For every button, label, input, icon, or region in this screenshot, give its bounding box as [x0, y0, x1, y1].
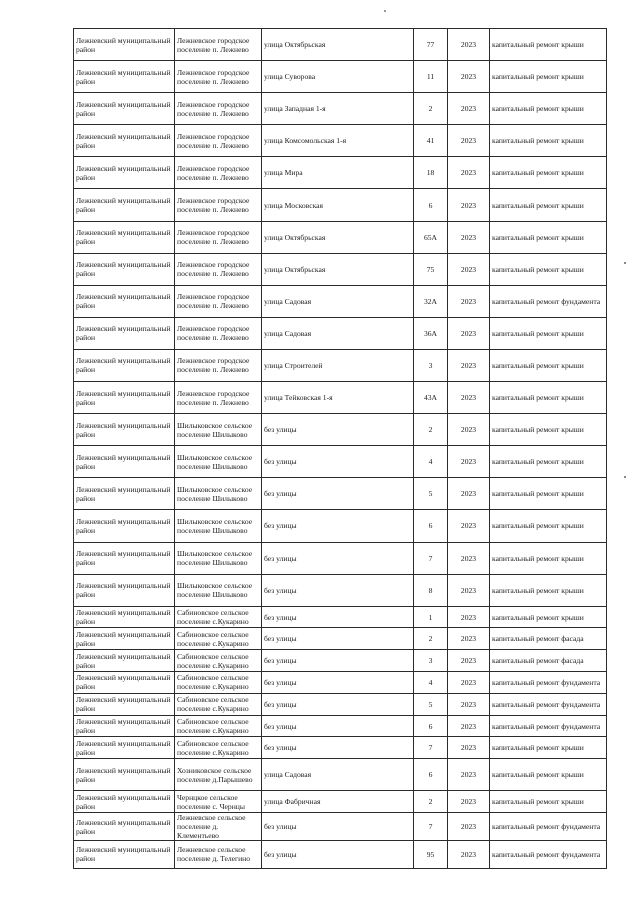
table-row — [74, 542, 607, 574]
street-cell: без улицы — [262, 478, 414, 510]
street-cell: улица Московская — [262, 189, 414, 221]
house-number-cell: 3 — [414, 349, 448, 381]
house-number-cell: 32А — [414, 285, 448, 317]
work-type-cell: капитальный ремонт фасада — [490, 650, 607, 672]
district-cell: Лежневский муниципальный район — [74, 628, 175, 650]
street-cell: улица Мира — [262, 157, 414, 189]
year-cell: 2023 — [448, 157, 490, 189]
house-number-cell: 7 — [414, 737, 448, 759]
work-type-cell: капитальный ремонт фундамента — [490, 841, 607, 868]
street-cell: без улицы — [262, 446, 414, 478]
house-number-cell: 8 — [414, 574, 448, 606]
house-number-cell: 4 — [414, 446, 448, 478]
street-cell: улица Садовая — [262, 759, 414, 791]
settlement-cell: Лежневское городское поселение п. Лежнево — [175, 253, 262, 285]
house-number-cell: 75 — [414, 253, 448, 285]
street-cell: улица Октябрьская — [262, 221, 414, 253]
settlement-cell: Лежневское городское поселение п. Лежнево — [175, 317, 262, 349]
year-cell: 2023 — [448, 791, 490, 813]
street-cell: улица Октябрьская — [262, 29, 414, 61]
settlement-cell: Шилыковское сельское поселение Шилыково — [175, 542, 262, 574]
work-type-cell: капитальный ремонт крыши — [490, 737, 607, 759]
work-type-cell: капитальный ремонт крыши — [490, 157, 607, 189]
work-type-cell: капитальный ремонт крыши — [490, 791, 607, 813]
house-number-cell: 6 — [414, 759, 448, 791]
work-type-cell: капитальный ремонт фундамента — [490, 672, 607, 694]
settlement-cell: Сабиновское сельское поселение с.Кукарино — [175, 606, 262, 628]
settlement-cell: Сабиновское сельское поселение с.Кукарино — [175, 693, 262, 715]
table-row — [74, 93, 607, 125]
table-row — [74, 414, 607, 446]
settlement-cell: Лежневское сельское поселение д. Клементьево — [175, 813, 262, 841]
settlement-cell: Шилыковское сельское поселение Шилыково — [175, 478, 262, 510]
year-cell: 2023 — [448, 542, 490, 574]
work-type-cell: капитальный ремонт крыши — [490, 510, 607, 542]
street-cell: улица Октябрьская — [262, 253, 414, 285]
street-cell: улица Тейковская 1-я — [262, 382, 414, 414]
table-row — [74, 510, 607, 542]
year-cell: 2023 — [448, 672, 490, 694]
table-row — [74, 446, 607, 478]
settlement-cell: Лежневское городское поселение п. Лежнево — [175, 29, 262, 61]
street-cell: без улицы — [262, 414, 414, 446]
street-cell: без улицы — [262, 542, 414, 574]
district-cell: Лежневский муниципальный район — [74, 574, 175, 606]
district-cell: Лежневский муниципальный район — [74, 672, 175, 694]
year-cell: 2023 — [448, 693, 490, 715]
settlement-cell: Сабиновское сельское поселение с.Кукарино — [175, 650, 262, 672]
work-type-cell: капитальный ремонт фундамента — [490, 693, 607, 715]
year-cell: 2023 — [448, 759, 490, 791]
house-number-cell: 41 — [414, 125, 448, 157]
table-row — [74, 693, 607, 715]
house-number-cell: 2 — [414, 791, 448, 813]
year-cell: 2023 — [448, 125, 490, 157]
year-cell: 2023 — [448, 841, 490, 868]
settlement-cell: Сабиновское сельское поселение с.Кукарино — [175, 628, 262, 650]
table-row — [74, 672, 607, 694]
work-type-cell: капитальный ремонт крыши — [490, 414, 607, 446]
district-cell: Лежневский муниципальный район — [74, 693, 175, 715]
year-cell: 2023 — [448, 221, 490, 253]
work-type-cell: капитальный ремонт крыши — [490, 317, 607, 349]
work-type-cell: капитальный ремонт крыши — [490, 93, 607, 125]
street-cell: без улицы — [262, 574, 414, 606]
table-row — [74, 253, 607, 285]
settlement-cell: Шилыковское сельское поселение Шилыково — [175, 446, 262, 478]
table-row — [74, 349, 607, 381]
settlement-cell: Лежневское городское поселение п. Лежнево — [175, 61, 262, 93]
year-cell: 2023 — [448, 317, 490, 349]
settlement-cell: Лежневское городское поселение п. Лежнево — [175, 221, 262, 253]
year-cell: 2023 — [448, 737, 490, 759]
settlement-cell: Лежневское городское поселение п. Лежнево — [175, 349, 262, 381]
house-number-cell: 36А — [414, 317, 448, 349]
work-type-cell: капитальный ремонт крыши — [490, 574, 607, 606]
district-cell: Лежневский муниципальный район — [74, 791, 175, 813]
district-cell: Лежневский муниципальный район — [74, 650, 175, 672]
work-type-cell: капитальный ремонт крыши — [490, 125, 607, 157]
work-type-cell: капитальный ремонт крыши — [490, 253, 607, 285]
table-row — [74, 791, 607, 813]
year-cell: 2023 — [448, 574, 490, 606]
street-cell: без улицы — [262, 650, 414, 672]
street-cell: улица Комсомольская 1-я — [262, 125, 414, 157]
house-number-cell: 7 — [414, 813, 448, 841]
house-number-cell: 3 — [414, 650, 448, 672]
work-type-cell: капитальный ремонт крыши — [490, 478, 607, 510]
street-cell: без улицы — [262, 510, 414, 542]
table-row — [74, 125, 607, 157]
house-number-cell: 5 — [414, 693, 448, 715]
table-row — [74, 628, 607, 650]
margin-speck — [624, 476, 626, 478]
year-cell: 2023 — [448, 61, 490, 93]
house-number-cell: 2 — [414, 414, 448, 446]
work-type-cell: капитальный ремонт крыши — [490, 221, 607, 253]
settlement-cell: Лежневское городское поселение п. Лежнево — [175, 189, 262, 221]
house-number-cell: 11 — [414, 61, 448, 93]
work-type-cell: капитальный ремонт крыши — [490, 446, 607, 478]
district-cell: Лежневский муниципальный район — [74, 125, 175, 157]
year-cell: 2023 — [448, 628, 490, 650]
year-cell: 2023 — [448, 414, 490, 446]
table-row — [74, 606, 607, 628]
table-body — [74, 29, 607, 869]
district-cell: Лежневский муниципальный район — [74, 285, 175, 317]
district-cell: Лежневский муниципальный район — [74, 61, 175, 93]
street-cell: без улицы — [262, 813, 414, 841]
settlement-cell: Сабиновское сельское поселение с.Кукарино — [175, 737, 262, 759]
scan-speck — [384, 10, 386, 12]
house-number-cell: 5 — [414, 478, 448, 510]
house-number-cell: 77 — [414, 29, 448, 61]
district-cell: Лежневский муниципальный район — [74, 715, 175, 737]
settlement-cell: Чернцкое сельское поселение с. Чернцы — [175, 791, 262, 813]
house-number-cell: 6 — [414, 510, 448, 542]
table-row — [74, 189, 607, 221]
year-cell: 2023 — [448, 93, 490, 125]
settlement-cell: Шилыковское сельское поселение Шилыково — [175, 574, 262, 606]
house-number-cell: 43А — [414, 382, 448, 414]
street-cell: без улицы — [262, 737, 414, 759]
year-cell: 2023 — [448, 650, 490, 672]
district-cell: Лежневский муниципальный район — [74, 221, 175, 253]
work-type-cell: капитальный ремонт фундамента — [490, 813, 607, 841]
work-type-cell: капитальный ремонт крыши — [490, 382, 607, 414]
repair-schedule-table — [73, 28, 607, 869]
street-cell: улица Строителей — [262, 349, 414, 381]
work-type-cell: капитальный ремонт фасада — [490, 628, 607, 650]
settlement-cell: Лежневское городское поселение п. Лежнево — [175, 157, 262, 189]
house-number-cell: 6 — [414, 715, 448, 737]
district-cell: Лежневский муниципальный район — [74, 189, 175, 221]
work-type-cell: капитальный ремонт крыши — [490, 606, 607, 628]
table-row — [74, 478, 607, 510]
district-cell: Лежневский муниципальный район — [74, 478, 175, 510]
district-cell: Лежневский муниципальный район — [74, 737, 175, 759]
settlement-cell: Сабиновское сельское поселение с.Кукарино — [175, 715, 262, 737]
house-number-cell: 18 — [414, 157, 448, 189]
district-cell: Лежневский муниципальный район — [74, 813, 175, 841]
year-cell: 2023 — [448, 189, 490, 221]
table-row — [74, 650, 607, 672]
year-cell: 2023 — [448, 285, 490, 317]
settlement-cell: Шилыковское сельское поселение Шилыково — [175, 510, 262, 542]
district-cell: Лежневский муниципальный район — [74, 349, 175, 381]
street-cell: улица Западная 1-я — [262, 93, 414, 125]
settlement-cell: Шилыковское сельское поселение Шилыково — [175, 414, 262, 446]
settlement-cell: Лежневское городское поселение п. Лежнево — [175, 125, 262, 157]
district-cell: Лежневский муниципальный район — [74, 510, 175, 542]
work-type-cell: капитальный ремонт крыши — [490, 759, 607, 791]
table-row — [74, 317, 607, 349]
work-type-cell: капитальный ремонт крыши — [490, 61, 607, 93]
table-row — [74, 221, 607, 253]
district-cell: Лежневский муниципальный район — [74, 253, 175, 285]
street-cell: без улицы — [262, 628, 414, 650]
margin-speck — [624, 262, 626, 264]
district-cell: Лежневский муниципальный район — [74, 414, 175, 446]
work-type-cell: капитальный ремонт крыши — [490, 542, 607, 574]
year-cell: 2023 — [448, 29, 490, 61]
house-number-cell: 95 — [414, 841, 448, 868]
year-cell: 2023 — [448, 715, 490, 737]
street-cell: без улицы — [262, 606, 414, 628]
table-row — [74, 737, 607, 759]
house-number-cell: 1 — [414, 606, 448, 628]
district-cell: Лежневский муниципальный район — [74, 759, 175, 791]
street-cell: улица Суворова — [262, 61, 414, 93]
district-cell: Лежневский муниципальный район — [74, 157, 175, 189]
year-cell: 2023 — [448, 606, 490, 628]
table-row — [74, 285, 607, 317]
table-row — [74, 574, 607, 606]
street-cell: улица Фабричная — [262, 791, 414, 813]
year-cell: 2023 — [448, 446, 490, 478]
house-number-cell: 65А — [414, 221, 448, 253]
settlement-cell: Лежневское сельское поселение д. Телегино — [175, 841, 262, 868]
district-cell: Лежневский муниципальный район — [74, 382, 175, 414]
district-cell: Лежневский муниципальный район — [74, 93, 175, 125]
table-row — [74, 759, 607, 791]
year-cell: 2023 — [448, 478, 490, 510]
work-type-cell: капитальный ремонт крыши — [490, 29, 607, 61]
work-type-cell: капитальный ремонт крыши — [490, 189, 607, 221]
district-cell: Лежневский муниципальный район — [74, 446, 175, 478]
district-cell: Лежневский муниципальный район — [74, 542, 175, 574]
house-number-cell: 7 — [414, 542, 448, 574]
street-cell: без улицы — [262, 693, 414, 715]
district-cell: Лежневский муниципальный район — [74, 29, 175, 61]
year-cell: 2023 — [448, 253, 490, 285]
year-cell: 2023 — [448, 349, 490, 381]
table-row — [74, 813, 607, 841]
year-cell: 2023 — [448, 813, 490, 841]
year-cell: 2023 — [448, 510, 490, 542]
house-number-cell: 6 — [414, 189, 448, 221]
street-cell: без улицы — [262, 715, 414, 737]
street-cell: без улицы — [262, 672, 414, 694]
table-row — [74, 29, 607, 61]
settlement-cell: Лежневское городское поселение п. Лежнево — [175, 93, 262, 125]
street-cell: без улицы — [262, 841, 414, 868]
work-type-cell: капитальный ремонт фундамента — [490, 285, 607, 317]
district-cell: Лежневский муниципальный район — [74, 317, 175, 349]
house-number-cell: 2 — [414, 628, 448, 650]
house-number-cell: 2 — [414, 93, 448, 125]
table-row — [74, 382, 607, 414]
table-row — [74, 715, 607, 737]
settlement-cell: Лежневское городское поселение п. Лежнево — [175, 382, 262, 414]
house-number-cell: 4 — [414, 672, 448, 694]
settlement-cell: Лежневское городское поселение п. Лежнево — [175, 285, 262, 317]
table-row — [74, 841, 607, 868]
district-cell: Лежневский муниципальный район — [74, 841, 175, 868]
table-row — [74, 157, 607, 189]
table-row — [74, 61, 607, 93]
work-type-cell: капитальный ремонт фундамента — [490, 715, 607, 737]
street-cell: улица Садовая — [262, 317, 414, 349]
street-cell: улица Садовая — [262, 285, 414, 317]
settlement-cell: Сабиновское сельское поселение с.Кукарино — [175, 672, 262, 694]
year-cell: 2023 — [448, 382, 490, 414]
settlement-cell: Хозниковское сельское поселение д.Парышево — [175, 759, 262, 791]
work-type-cell: капитальный ремонт крыши — [490, 349, 607, 381]
district-cell: Лежневский муниципальный район — [74, 606, 175, 628]
